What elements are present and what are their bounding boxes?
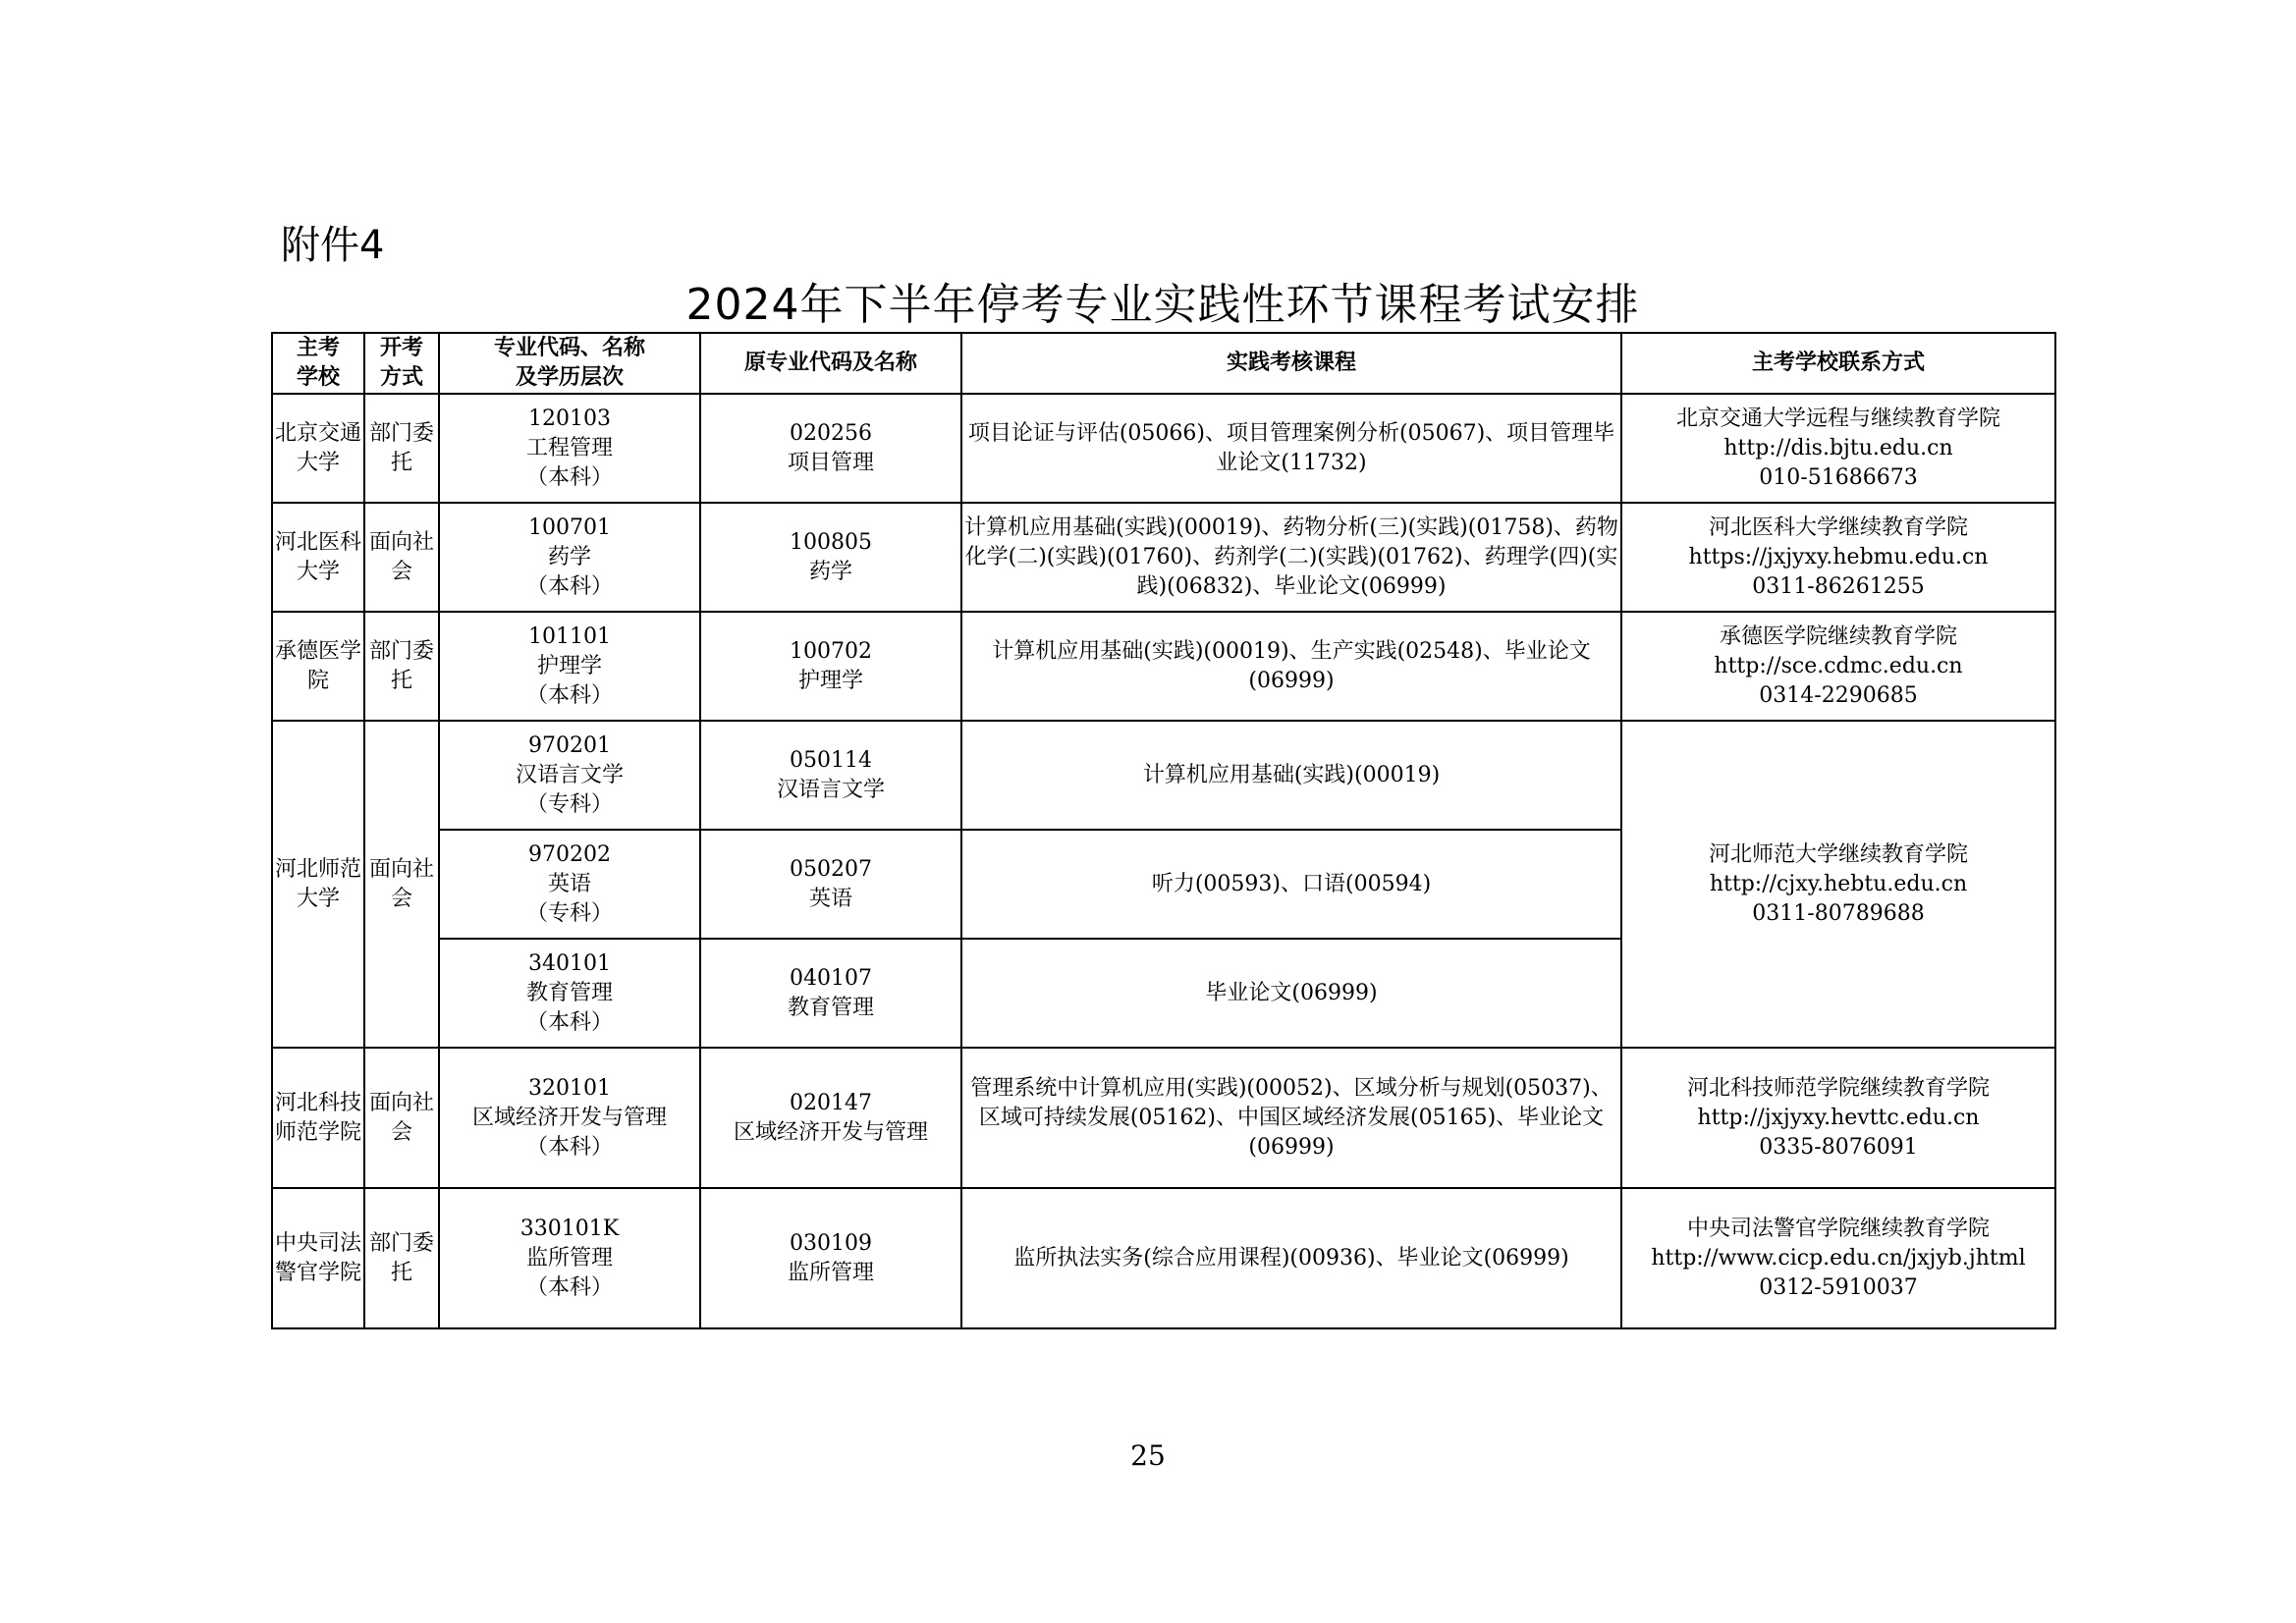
major-name: 区域经济开发与管理	[471, 1105, 667, 1130]
orig-cell	[700, 939, 961, 1048]
major-name: 监所管理	[525, 1245, 613, 1271]
contact-name: 北京交通大学远程与继续教育学院	[1675, 406, 2000, 431]
major-name: 汉语言文学	[515, 762, 624, 787]
contact-cell	[1621, 612, 2055, 721]
major-code: 970202	[528, 841, 611, 867]
table-row	[272, 1188, 2055, 1328]
contact-phone: 0335-8076091	[1759, 1134, 1918, 1160]
exam-schedule-table	[271, 332, 2056, 1329]
course-cell: 计算机应用基础(实践)(00019)、生产实践(02548)、毕业论文(06999)	[961, 612, 1621, 721]
mode-cell: 面向社会	[364, 721, 439, 1048]
school-cell: 河北师范大学	[272, 721, 364, 1048]
orig-cell	[700, 830, 961, 939]
orig-name: 药学	[808, 559, 852, 584]
contact-name: 承德医学院继续教育学院	[1719, 623, 1957, 649]
school-cell: 中央司法警官学院	[272, 1188, 364, 1328]
orig-code: 050207	[790, 856, 872, 882]
orig-name: 汉语言文学	[776, 777, 885, 802]
course-cell: 监所执法实务(综合应用课程)(00936)、毕业论文(06999)	[961, 1188, 1621, 1328]
table-row	[272, 1048, 2055, 1188]
course-cell: 计算机应用基础(实践)(00019)、药物分析(三)(实践)(01758)、药物化学(二)(实践)(01760)、药剂学(二)(实践)(01762)、药理学(四)(实践)(06832)、毕业论文(06999)	[961, 503, 1621, 612]
major-cell	[439, 1048, 700, 1188]
mode-cell: 部门委托	[364, 612, 439, 721]
header-course: 实践考核课程	[961, 333, 1621, 394]
contact-name: 中央司法警官学院继续教育学院	[1686, 1216, 1990, 1241]
orig-name: 区域经济开发与管理	[733, 1119, 928, 1145]
orig-code: 040107	[790, 965, 872, 991]
major-level: （本科）	[525, 1274, 613, 1300]
header-contact: 主考学校联系方式	[1621, 333, 2055, 394]
orig-cell	[700, 503, 961, 612]
orig-code: 020256	[790, 420, 872, 446]
major-code: 120103	[528, 406, 611, 431]
orig-cell	[700, 1048, 961, 1188]
major-cell	[439, 612, 700, 721]
mode-cell: 部门委托	[364, 394, 439, 503]
major-code: 340101	[528, 950, 611, 976]
major-level: （本科）	[525, 1009, 613, 1035]
major-name: 工程管理	[525, 435, 613, 460]
orig-code: 030109	[790, 1230, 872, 1256]
document-title: 2024年下半年停考专业实践性环节课程考试安排	[685, 280, 1640, 330]
major-name: 护理学	[536, 653, 602, 678]
contact-url: http://sce.cdmc.edu.cn	[1714, 653, 1963, 678]
course-cell: 计算机应用基础(实践)(00019)	[961, 721, 1621, 830]
orig-cell	[700, 394, 961, 503]
contact-name: 河北师范大学继续教育学院	[1708, 841, 1968, 867]
major-level: （本科）	[525, 682, 613, 708]
school-cell: 河北医科大学	[272, 503, 364, 612]
orig-cell	[700, 1188, 961, 1328]
orig-name: 监所管理	[787, 1260, 874, 1285]
school-cell: 河北科技师范学院	[272, 1048, 364, 1188]
table-row	[272, 721, 2055, 830]
table-row	[272, 503, 2055, 612]
contact-url: http://cjxy.hebtu.edu.cn	[1709, 871, 1968, 896]
table-row	[272, 612, 2055, 721]
table-row	[272, 394, 2055, 503]
major-code: 970201	[528, 732, 611, 758]
contact-phone: 0312-5910037	[1759, 1274, 1918, 1300]
orig-code: 050114	[790, 747, 872, 773]
orig-code: 100805	[790, 529, 872, 555]
contact-cell	[1621, 1188, 2055, 1328]
course-cell: 项目论证与评估(05066)、项目管理案例分析(05067)、项目管理毕业论文(11732)	[961, 394, 1621, 503]
major-level: （本科）	[525, 573, 613, 599]
attachment-label: 附件4	[281, 223, 385, 268]
orig-cell	[700, 612, 961, 721]
school-cell: 承德医学院	[272, 612, 364, 721]
mode-cell: 面向社会	[364, 503, 439, 612]
orig-code: 100702	[790, 638, 872, 664]
contact-cell	[1621, 394, 2055, 503]
major-cell	[439, 1188, 700, 1328]
table-header-row	[272, 333, 2055, 394]
orig-name: 项目管理	[787, 450, 874, 475]
contact-phone: 0314-2290685	[1759, 682, 1918, 708]
major-name: 药学	[547, 544, 591, 569]
orig-name: 护理学	[797, 668, 863, 693]
orig-name: 教育管理	[787, 995, 874, 1020]
mode-cell: 部门委托	[364, 1188, 439, 1328]
header-orig: 原专业代码及名称	[700, 333, 961, 394]
major-code: 330101K	[519, 1216, 620, 1241]
major-code: 101101	[528, 623, 611, 649]
contact-phone: 010-51686673	[1759, 464, 1918, 490]
course-cell: 毕业论文(06999)	[961, 939, 1621, 1048]
contact-phone: 0311-86261255	[1752, 573, 1925, 599]
mode-cell: 面向社会	[364, 1048, 439, 1188]
contact-url: http://jxjyxy.hevttc.edu.cn	[1697, 1105, 1980, 1130]
header-school: 主考学校	[272, 333, 364, 394]
page-number: 25	[1130, 1439, 1166, 1472]
contact-url: http://www.cicp.edu.cn/jxjyb.jhtml	[1651, 1245, 2026, 1271]
orig-cell	[700, 721, 961, 830]
course-cell: 听力(00593)、口语(00594)	[961, 830, 1621, 939]
school-cell: 北京交通大学	[272, 394, 364, 503]
major-name: 教育管理	[525, 980, 613, 1005]
major-level: （本科）	[525, 1134, 613, 1160]
orig-name: 英语	[808, 886, 852, 911]
major-cell	[439, 721, 700, 830]
major-level: （本科）	[525, 464, 613, 490]
major-cell	[439, 939, 700, 1048]
major-code: 100701	[528, 514, 611, 540]
contact-cell	[1621, 1048, 2055, 1188]
major-level: （专科）	[525, 791, 613, 817]
contact-phone: 0311-80789688	[1752, 900, 1925, 926]
orig-code: 020147	[790, 1090, 872, 1115]
major-cell	[439, 394, 700, 503]
contact-name: 河北医科大学继续教育学院	[1708, 514, 1968, 540]
header-major: 专业代码、名称及学历层次	[439, 333, 700, 394]
course-cell: 管理系统中计算机应用(实践)(00052)、区域分析与规划(05037)、区域可持续发展(05162)、中国区域经济发展(05165)、毕业论文(06999)	[961, 1048, 1621, 1188]
major-name: 英语	[547, 871, 591, 896]
header-mode: 开考方式	[364, 333, 439, 394]
contact-url: https://jxjyxy.hebmu.edu.cn	[1688, 544, 1989, 569]
contact-cell	[1621, 721, 2055, 1048]
major-cell	[439, 503, 700, 612]
major-level: （专科）	[525, 900, 613, 926]
contact-name: 河北科技师范学院继续教育学院	[1686, 1075, 1990, 1101]
contact-cell	[1621, 503, 2055, 612]
major-code: 320101	[528, 1075, 611, 1101]
major-cell	[439, 830, 700, 939]
contact-url: http://dis.bjtu.edu.cn	[1723, 435, 1953, 460]
